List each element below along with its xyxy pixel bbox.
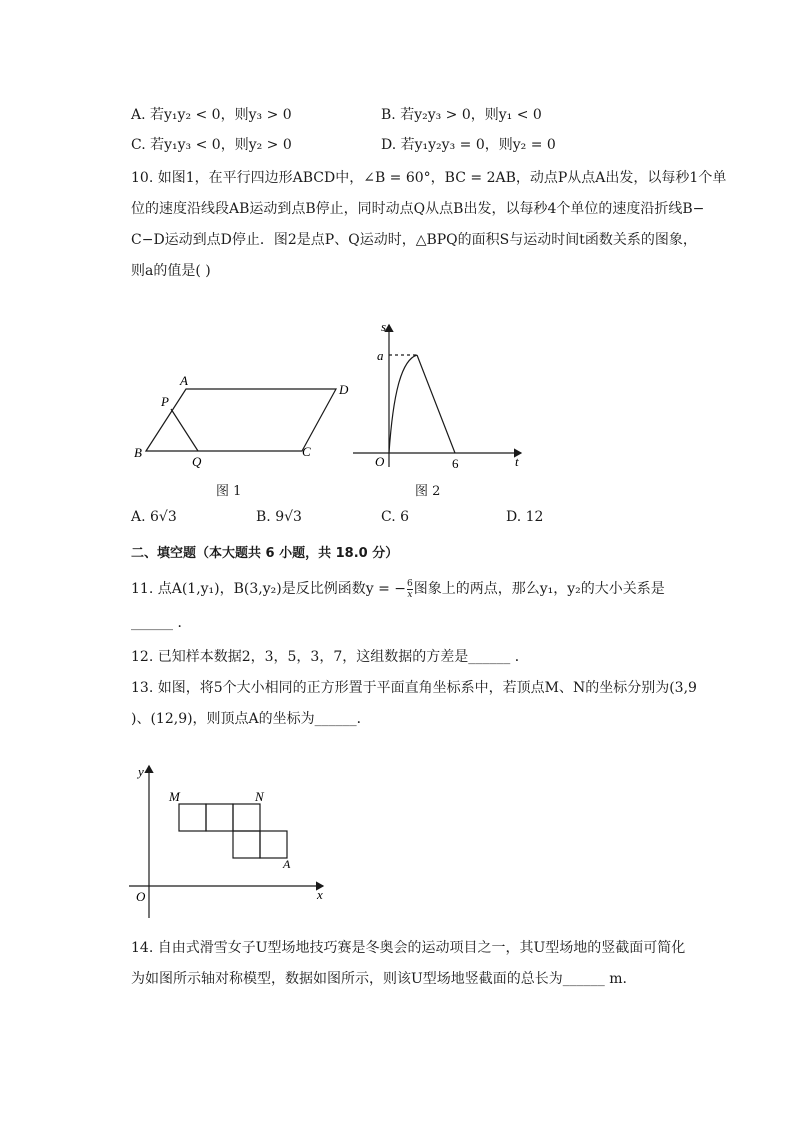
q10-figure1 — [125, 365, 360, 480]
q9-option-b: B. 若y₂y₃ > 0，则y₁ < 0 — [381, 107, 542, 123]
label-origin-o: O — [136, 889, 146, 904]
q11-fraction-denominator: x — [407, 589, 413, 600]
q10-figure2 — [345, 315, 535, 475]
q11-answer-blank: ______ ． — [131, 615, 192, 631]
q12-line: 12. 已知样本数据2，3，5，3，7，这组数据的方差是______ ． — [131, 649, 529, 665]
q10-option-c: C. 6 — [381, 509, 410, 525]
label-origin: O — [375, 454, 385, 469]
square-5 — [260, 831, 287, 858]
section-fill-in-blank-heading: 二、填空题（本大题共 6 小题，共 18.0 分） — [131, 546, 399, 561]
label-q: Q — [192, 454, 202, 469]
label-d: D — [339, 382, 349, 397]
q11-text-pre: 11. 点A(1,y₁)，B(3,y₂)是反比例函数y = − — [131, 581, 406, 597]
q13-figure — [125, 758, 335, 920]
square-3 — [233, 804, 260, 831]
q14-line2: 为如图所示轴对称模型，数据如图所示，则该U型场地竖截面的总长为______ m. — [131, 971, 627, 987]
parallelogram-abcd — [146, 389, 336, 451]
label-a-point: A — [283, 857, 291, 871]
q10-option-d: D. 12 — [506, 509, 544, 525]
label-a-value: a — [377, 348, 384, 363]
segment-pq — [171, 409, 198, 451]
q11-fraction-numerator: 6 — [407, 578, 413, 589]
label-c: C — [302, 444, 311, 459]
label-t: t — [515, 454, 519, 469]
q10-line3: C−D运动到点D停止．图2是点P、Q运动时，△BPQ的面积S与运动时间t函数关系的图象， — [131, 232, 697, 248]
label-x: x — [317, 887, 323, 902]
label-s: s — [381, 319, 387, 334]
q9-option-a: A. 若y₁y₂ < 0，则y₃ > 0 — [131, 107, 292, 123]
q10-option-a: A. 6√3 — [131, 509, 177, 525]
q11-fraction — [407, 579, 413, 600]
label-m: M — [169, 789, 180, 804]
label-a: A — [180, 373, 188, 388]
square-2 — [206, 804, 233, 831]
label-n: N — [255, 789, 264, 804]
label-y: y — [138, 764, 144, 779]
square-1 — [179, 804, 206, 831]
q10-figure1-caption: 图 1 — [216, 484, 242, 499]
q10-line2: 位的速度沿线段AB运动到点B停止，同时动点Q从点B出发，以每秒4个单位的速度沿折线B− — [131, 201, 705, 217]
q14-line1: 14. 自由式滑雪女子U型场地技巧赛是冬奥会的运动项目之一，其U型场地的竖截面可简化 — [131, 940, 686, 956]
label-b: B — [134, 445, 142, 460]
q11-text-post: 图象上的两点，那么y₁，y₂的大小关系是 — [413, 581, 665, 597]
label-p: P — [161, 394, 169, 409]
q10-figure2-caption: 图 2 — [415, 484, 441, 499]
curve-rising — [389, 355, 417, 453]
q13-line1: 13. 如图，将5个大小相同的正方形置于平面直角坐标系中，若顶点M、N的坐标分别为(3,9 — [131, 680, 697, 696]
q10-option-b: B. 9√3 — [256, 509, 302, 525]
q10-line1: 10. 如图1，在平行四边形ABCD中，∠B = 60°，BC = 2AB，动点P从点A出发，以每秒1个单 — [131, 170, 727, 186]
q10-line4: 则a的值是( ) — [131, 263, 211, 279]
line-falling — [417, 355, 455, 453]
q11-line1 — [131, 578, 665, 600]
q9-option-c: C. 若y₁y₃ < 0，则y₂ > 0 — [131, 137, 292, 153]
label-six: 6 — [452, 456, 459, 471]
q13-line2: )、(12,9)，则顶点A的坐标为______． — [131, 711, 371, 727]
q9-option-d: D. 若y₁y₂y₃ = 0，则y₂ = 0 — [381, 137, 556, 153]
square-4 — [233, 831, 260, 858]
